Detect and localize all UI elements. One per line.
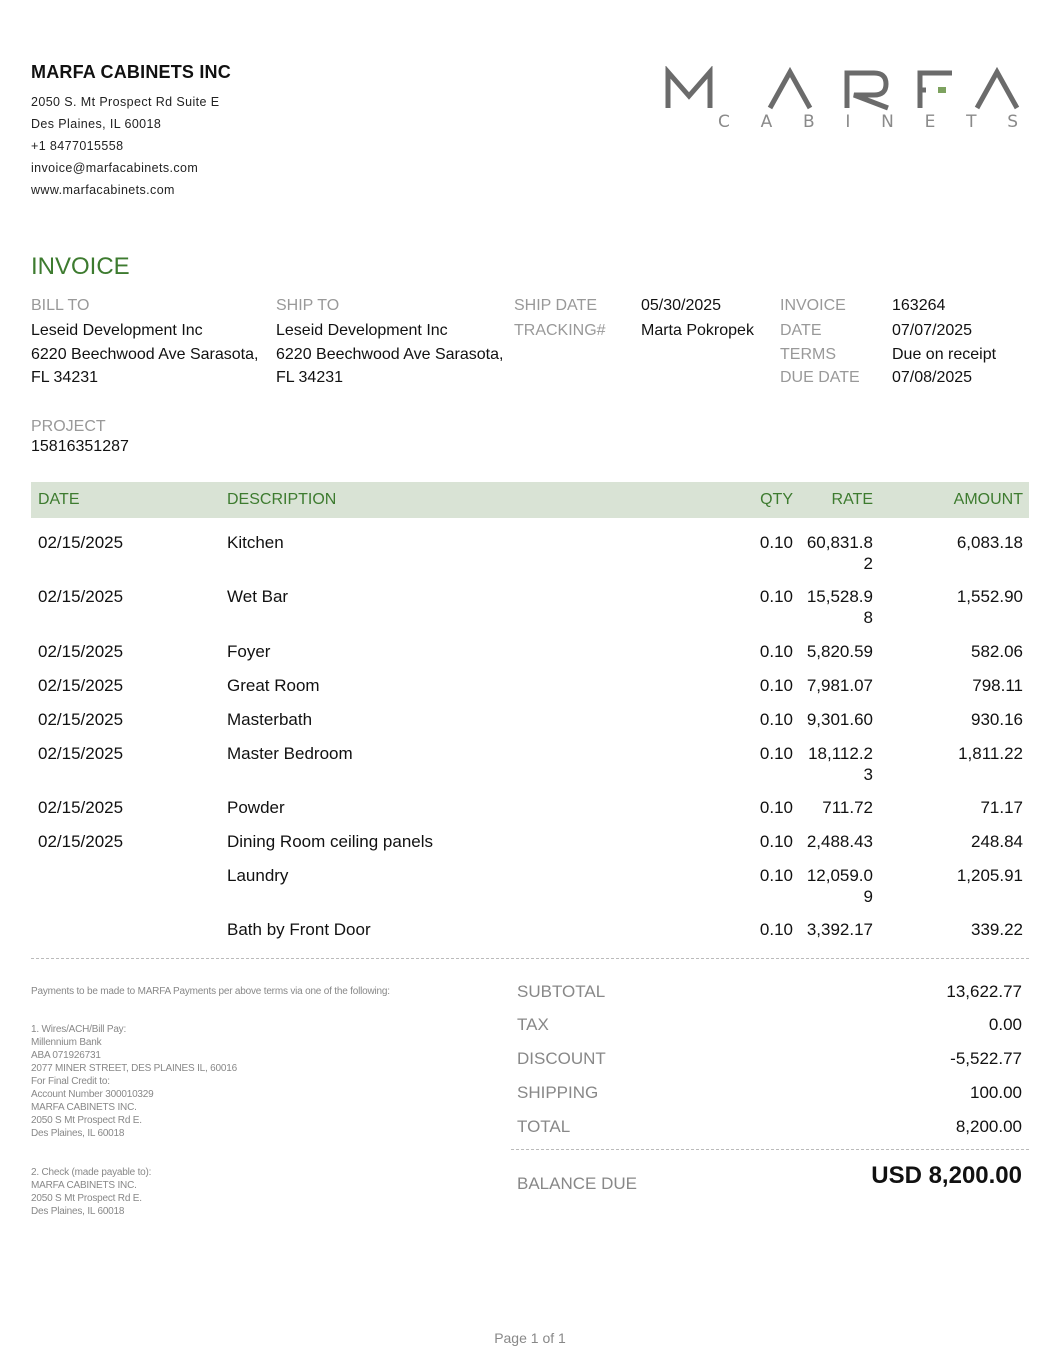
row-qty: 0.10	[759, 587, 793, 606]
row-description: Wet Bar	[227, 587, 289, 606]
table-row	[31, 743, 1029, 787]
ship-to-label: SHIP TO	[276, 297, 340, 314]
ship-date-label: SHIP DATE	[514, 297, 597, 314]
payment-wire-block: 1. Wires/ACH/Bill Pay: Millennium Bank ABA 071926731 2077 MINER STREET, DES PLAINES IL, 60016 For Final Credit to: Account Number 300010329 MARFA CABINETS INC. 2050 S Mt Prospect Rd E. Des Plaines, IL 60018	[31, 1024, 237, 1139]
marfa-logo-mark	[662, 66, 1022, 112]
table-row	[31, 831, 1029, 855]
company-address-2: Des Plaines, IL 60018	[31, 117, 162, 131]
row-amount: 798.11	[972, 676, 1023, 695]
bill-to-line1: 6220 Beechwood Ave Sarasota,	[31, 346, 259, 363]
tracking-label: TRACKING#	[514, 322, 606, 339]
company-website[interactable]: www.marfacabinets.com	[31, 183, 175, 197]
due-date-label: DUE DATE	[780, 369, 860, 386]
date-value: 07/07/2025	[892, 322, 973, 339]
row-qty: 0.10	[759, 676, 793, 695]
discount-label: DISCOUNT	[517, 1049, 606, 1068]
payment-check-block: 2. Check (made payable to): MARFA CABINETS INC. 2050 S Mt Prospect Rd E. Des Plaines, IL 60018	[31, 1167, 152, 1217]
logo-accent	[938, 87, 946, 93]
row-rate: 7,981.07	[806, 676, 873, 695]
project-value: 15816351287	[31, 438, 129, 455]
row-amount: 1,552.90	[956, 587, 1023, 606]
row-date: 02/15/2025	[38, 587, 124, 606]
table-row	[31, 919, 1029, 943]
marfa-logo	[662, 66, 1022, 136]
row-rate: 9,301.60	[806, 710, 873, 729]
row-amount: 1,205.91	[956, 866, 1023, 885]
logo-subtitle: C A B I N E T S	[718, 112, 1018, 132]
ship-to-line1: 6220 Beechwood Ave Sarasota,	[276, 346, 504, 363]
row-description: Powder	[227, 798, 285, 817]
logo-letter-a1	[770, 72, 810, 108]
row-date: 02/15/2025	[38, 676, 124, 695]
row-qty: 0.10	[759, 533, 793, 552]
logo-letter-m	[668, 72, 710, 108]
total-label: TOTAL	[517, 1117, 571, 1136]
row-amount: 339.22	[971, 920, 1023, 939]
subtotal-label: SUBTOTAL	[517, 982, 606, 1001]
row-description: Great Room	[227, 676, 320, 695]
company-address-1: 2050 S. Mt Prospect Rd Suite E	[31, 95, 220, 109]
logo-letter-a2	[977, 72, 1017, 108]
row-description: Bath by Front Door	[227, 920, 371, 939]
row-rate: 60,831.82	[806, 533, 873, 573]
logo-letter-f	[920, 73, 952, 108]
row-amount: 930.16	[971, 710, 1023, 729]
table-row	[31, 865, 1029, 909]
tax-label: TAX	[517, 1015, 549, 1034]
invoice-no-label: INVOICE	[780, 297, 846, 314]
table-row	[31, 532, 1029, 576]
bill-to-name: Leseid Development Inc	[31, 322, 203, 339]
row-rate: 3,392.17	[806, 920, 873, 939]
totals-divider	[511, 1149, 1029, 1150]
ship-date-value: 05/30/2025	[641, 297, 722, 314]
row-date: 02/15/2025	[38, 832, 124, 851]
row-description: Laundry	[227, 866, 289, 885]
discount-value: -5,522.77	[950, 1049, 1022, 1068]
tax-value: 0.00	[988, 1015, 1022, 1034]
row-amount: 6,083.18	[956, 533, 1023, 552]
table-row	[31, 641, 1029, 665]
row-rate: 12,059.09	[806, 866, 873, 906]
row-description: Foyer	[227, 642, 271, 661]
table-row	[31, 675, 1029, 699]
row-amount: 248.84	[971, 832, 1023, 851]
row-description: Kitchen	[227, 533, 284, 552]
row-description: Masterbath	[227, 710, 313, 729]
terms-value: Due on receipt	[892, 346, 997, 363]
due-date-value: 07/08/2025	[892, 369, 973, 386]
row-qty: 0.10	[759, 744, 793, 763]
row-rate: 15,528.98	[806, 587, 873, 627]
row-qty: 0.10	[759, 642, 793, 661]
col-rate-header: RATE	[831, 491, 873, 508]
row-date: 02/15/2025	[38, 642, 124, 661]
table-row	[31, 797, 1029, 821]
project-label: PROJECT	[31, 418, 106, 435]
bill-to-line2: FL 34231	[31, 369, 99, 386]
ship-to-name: Leseid Development Inc	[276, 322, 448, 339]
terms-label: TERMS	[780, 346, 836, 363]
row-date: 02/15/2025	[38, 533, 124, 552]
invoice-no-value: 163264	[892, 297, 946, 314]
row-qty: 0.10	[759, 832, 793, 851]
invoice-title: INVOICE	[31, 253, 130, 280]
row-date: 02/15/2025	[38, 710, 124, 729]
row-rate: 18,112.23	[808, 744, 873, 784]
company-name: MARFA CABINETS INC	[31, 62, 231, 82]
col-qty-header: QTY	[760, 491, 793, 508]
col-amount-header: AMOUNT	[953, 491, 1023, 508]
ship-to-line2: FL 34231	[276, 369, 344, 386]
col-date-header: DATE	[38, 491, 80, 508]
row-qty: 0.10	[759, 920, 793, 939]
page-number: Page 1 of 1	[494, 1330, 566, 1346]
row-date: 02/15/2025	[38, 798, 124, 817]
table-row	[31, 586, 1029, 630]
company-email[interactable]: invoice@marfacabinets.com	[31, 161, 199, 175]
table-row	[31, 709, 1029, 733]
row-date: 02/15/2025	[38, 744, 124, 763]
row-qty: 0.10	[759, 710, 793, 729]
row-description: Dining Room ceiling panels	[227, 832, 434, 851]
total-value: 8,200.00	[955, 1117, 1022, 1136]
balance-due-label: BALANCE DUE	[517, 1174, 637, 1193]
subtotal-value: 13,622.77	[946, 982, 1022, 1001]
company-phone: +1 8477015558	[31, 139, 124, 153]
row-amount: 582.06	[971, 642, 1023, 661]
balance-due-value: USD 8,200.00	[871, 1162, 1022, 1189]
bill-to-label: BILL TO	[31, 297, 90, 314]
logo-letter-r	[847, 73, 888, 108]
shipping-label: SHIPPING	[517, 1083, 599, 1102]
date-label: DATE	[780, 322, 822, 339]
tracking-value: Marta Pokropek	[641, 322, 754, 339]
shipping-value: 100.00	[970, 1083, 1022, 1102]
row-amount: 71.17	[980, 798, 1023, 817]
row-amount: 1,811.22	[958, 744, 1023, 763]
row-qty: 0.10	[759, 798, 793, 817]
row-rate: 2,488.43	[806, 832, 873, 851]
col-description-header: DESCRIPTION	[227, 491, 337, 508]
row-rate: 5,820.59	[806, 642, 873, 661]
line-items-header	[31, 482, 1029, 518]
row-qty: 0.10	[759, 866, 793, 885]
payment-intro: Payments to be made to MARFA Payments per above terms via one of the following:	[31, 986, 390, 997]
table-divider	[31, 958, 1029, 959]
row-rate: 711.72	[822, 798, 873, 817]
row-description: Master Bedroom	[227, 744, 353, 763]
